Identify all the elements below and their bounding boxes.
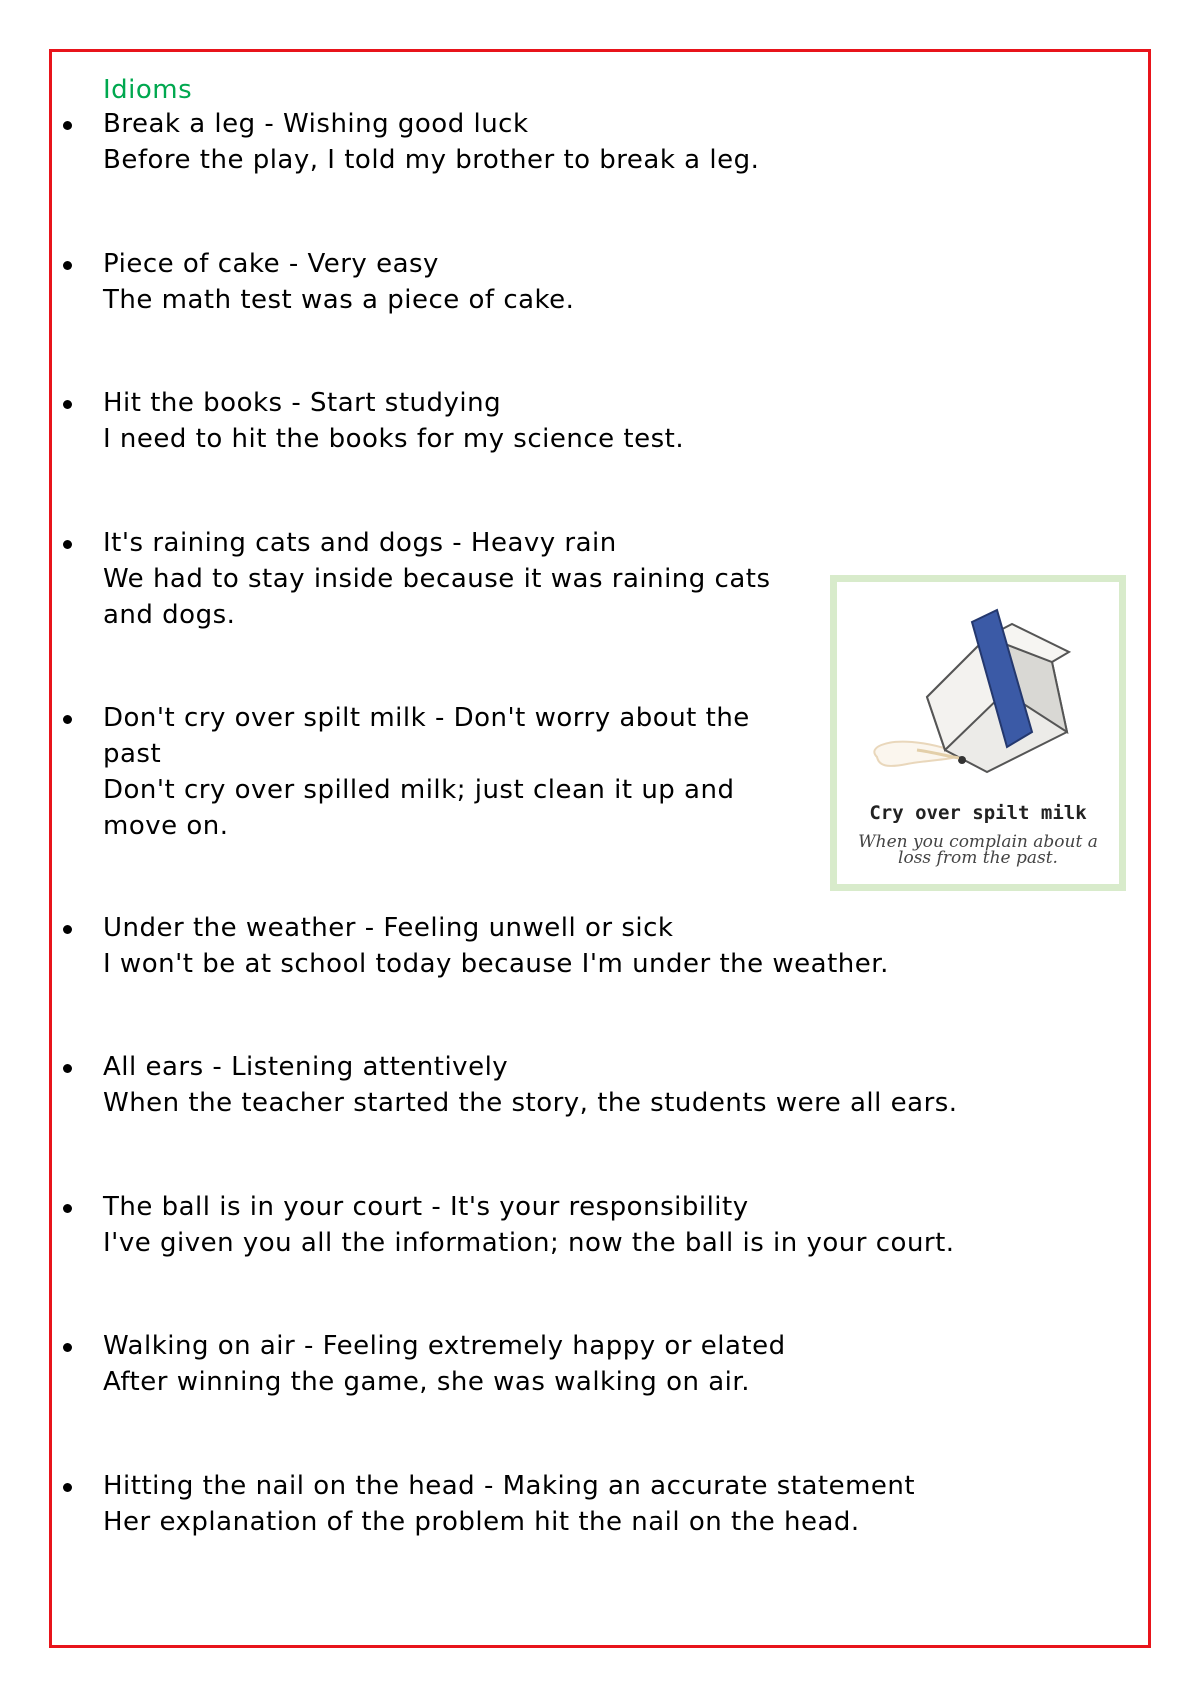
idiom-text: Break a leg - Wishing good luck [103, 109, 529, 139]
bullet-icon [63, 261, 72, 270]
card-subtitle: When you complain about a loss from the past. [858, 832, 1098, 868]
bullet-icon [63, 925, 72, 934]
bullet-icon [63, 1204, 72, 1213]
card-title: Cry over spilt milk [869, 802, 1087, 824]
page-title: Idioms [103, 75, 193, 105]
example-sentence: Her explanation of the problem hit the nail on the head. [103, 1507, 860, 1537]
idiom-text: Don't cry over spilt milk - Don't worry about the past [103, 703, 750, 769]
bullet-icon [63, 400, 72, 409]
idiom-text: Walking on air - Feeling extremely happy or elated [103, 1331, 786, 1361]
example-sentence: When the teacher started the story, the students were all ears. [103, 1088, 958, 1118]
example-sentence: Before the play, I told my brother to break a leg. [103, 145, 760, 175]
example-sentence: We had to stay inside because it was raining cats and dogs. [103, 564, 771, 630]
example-sentence: Don't cry over spilled milk; just clean it up and move on. [103, 775, 735, 841]
example-sentence: I need to hit the books for my science test. [103, 424, 685, 454]
idiom-text: All ears - Listening attentively [103, 1052, 509, 1082]
idiom-text: The ball is in your court - It's your responsibility [103, 1192, 749, 1222]
bullet-icon [63, 1343, 72, 1352]
bullet-icon [63, 715, 72, 724]
bullet-icon [63, 1483, 72, 1492]
spilt-milk-illustration [830, 575, 1126, 891]
bullet-icon [63, 1064, 72, 1073]
bullet-icon [63, 540, 72, 549]
example-sentence: I've given you all the information; now the ball is in your court. [103, 1228, 955, 1258]
example-sentence: I won't be at school today because I'm under the weather. [103, 949, 889, 979]
idiom-text: Piece of cake - Very easy [103, 249, 439, 279]
bullet-icon [63, 121, 72, 130]
example-sentence: After winning the game, she was walking on air. [103, 1367, 750, 1397]
idiom-text: Hitting the nail on the head - Making an accurate statement [103, 1471, 916, 1501]
idiom-text: Hit the books - Start studying [103, 388, 502, 418]
example-sentence: The math test was a piece of cake. [103, 285, 575, 315]
idiom-text: It's raining cats and dogs - Heavy rain [103, 528, 617, 558]
idiom-text: Under the weather - Feeling unwell or sick [103, 913, 674, 943]
